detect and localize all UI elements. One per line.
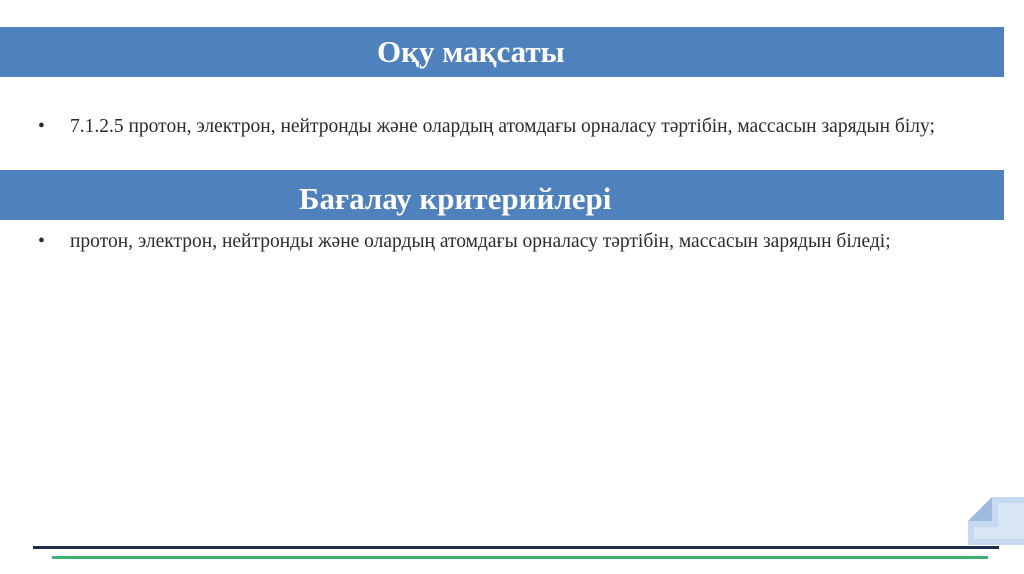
objective-banner bbox=[0, 27, 1004, 77]
criteria-heading: Бағалау критерийлері bbox=[299, 181, 612, 216]
footer-line-green bbox=[52, 556, 988, 559]
objective-bullet bbox=[38, 113, 998, 170]
criteria-banner bbox=[0, 170, 1004, 220]
objective-heading: Оқу мақсаты bbox=[377, 34, 565, 69]
page-fold-icon bbox=[968, 497, 1024, 545]
footer-line-navy bbox=[33, 546, 999, 549]
bullet-marker: • bbox=[38, 116, 45, 137]
criteria-text: протон, электрон, нейтронды және олардың атомдағы орналасу тәртібін, массасын зарядын біледі; bbox=[70, 231, 891, 252]
bullet-marker: • bbox=[38, 231, 45, 252]
objective-text: 7.1.2.5 протон, электрон, нейтронды және олардың атомдағы орналасу тәртібін, массасын зарядын білу; bbox=[70, 116, 935, 137]
